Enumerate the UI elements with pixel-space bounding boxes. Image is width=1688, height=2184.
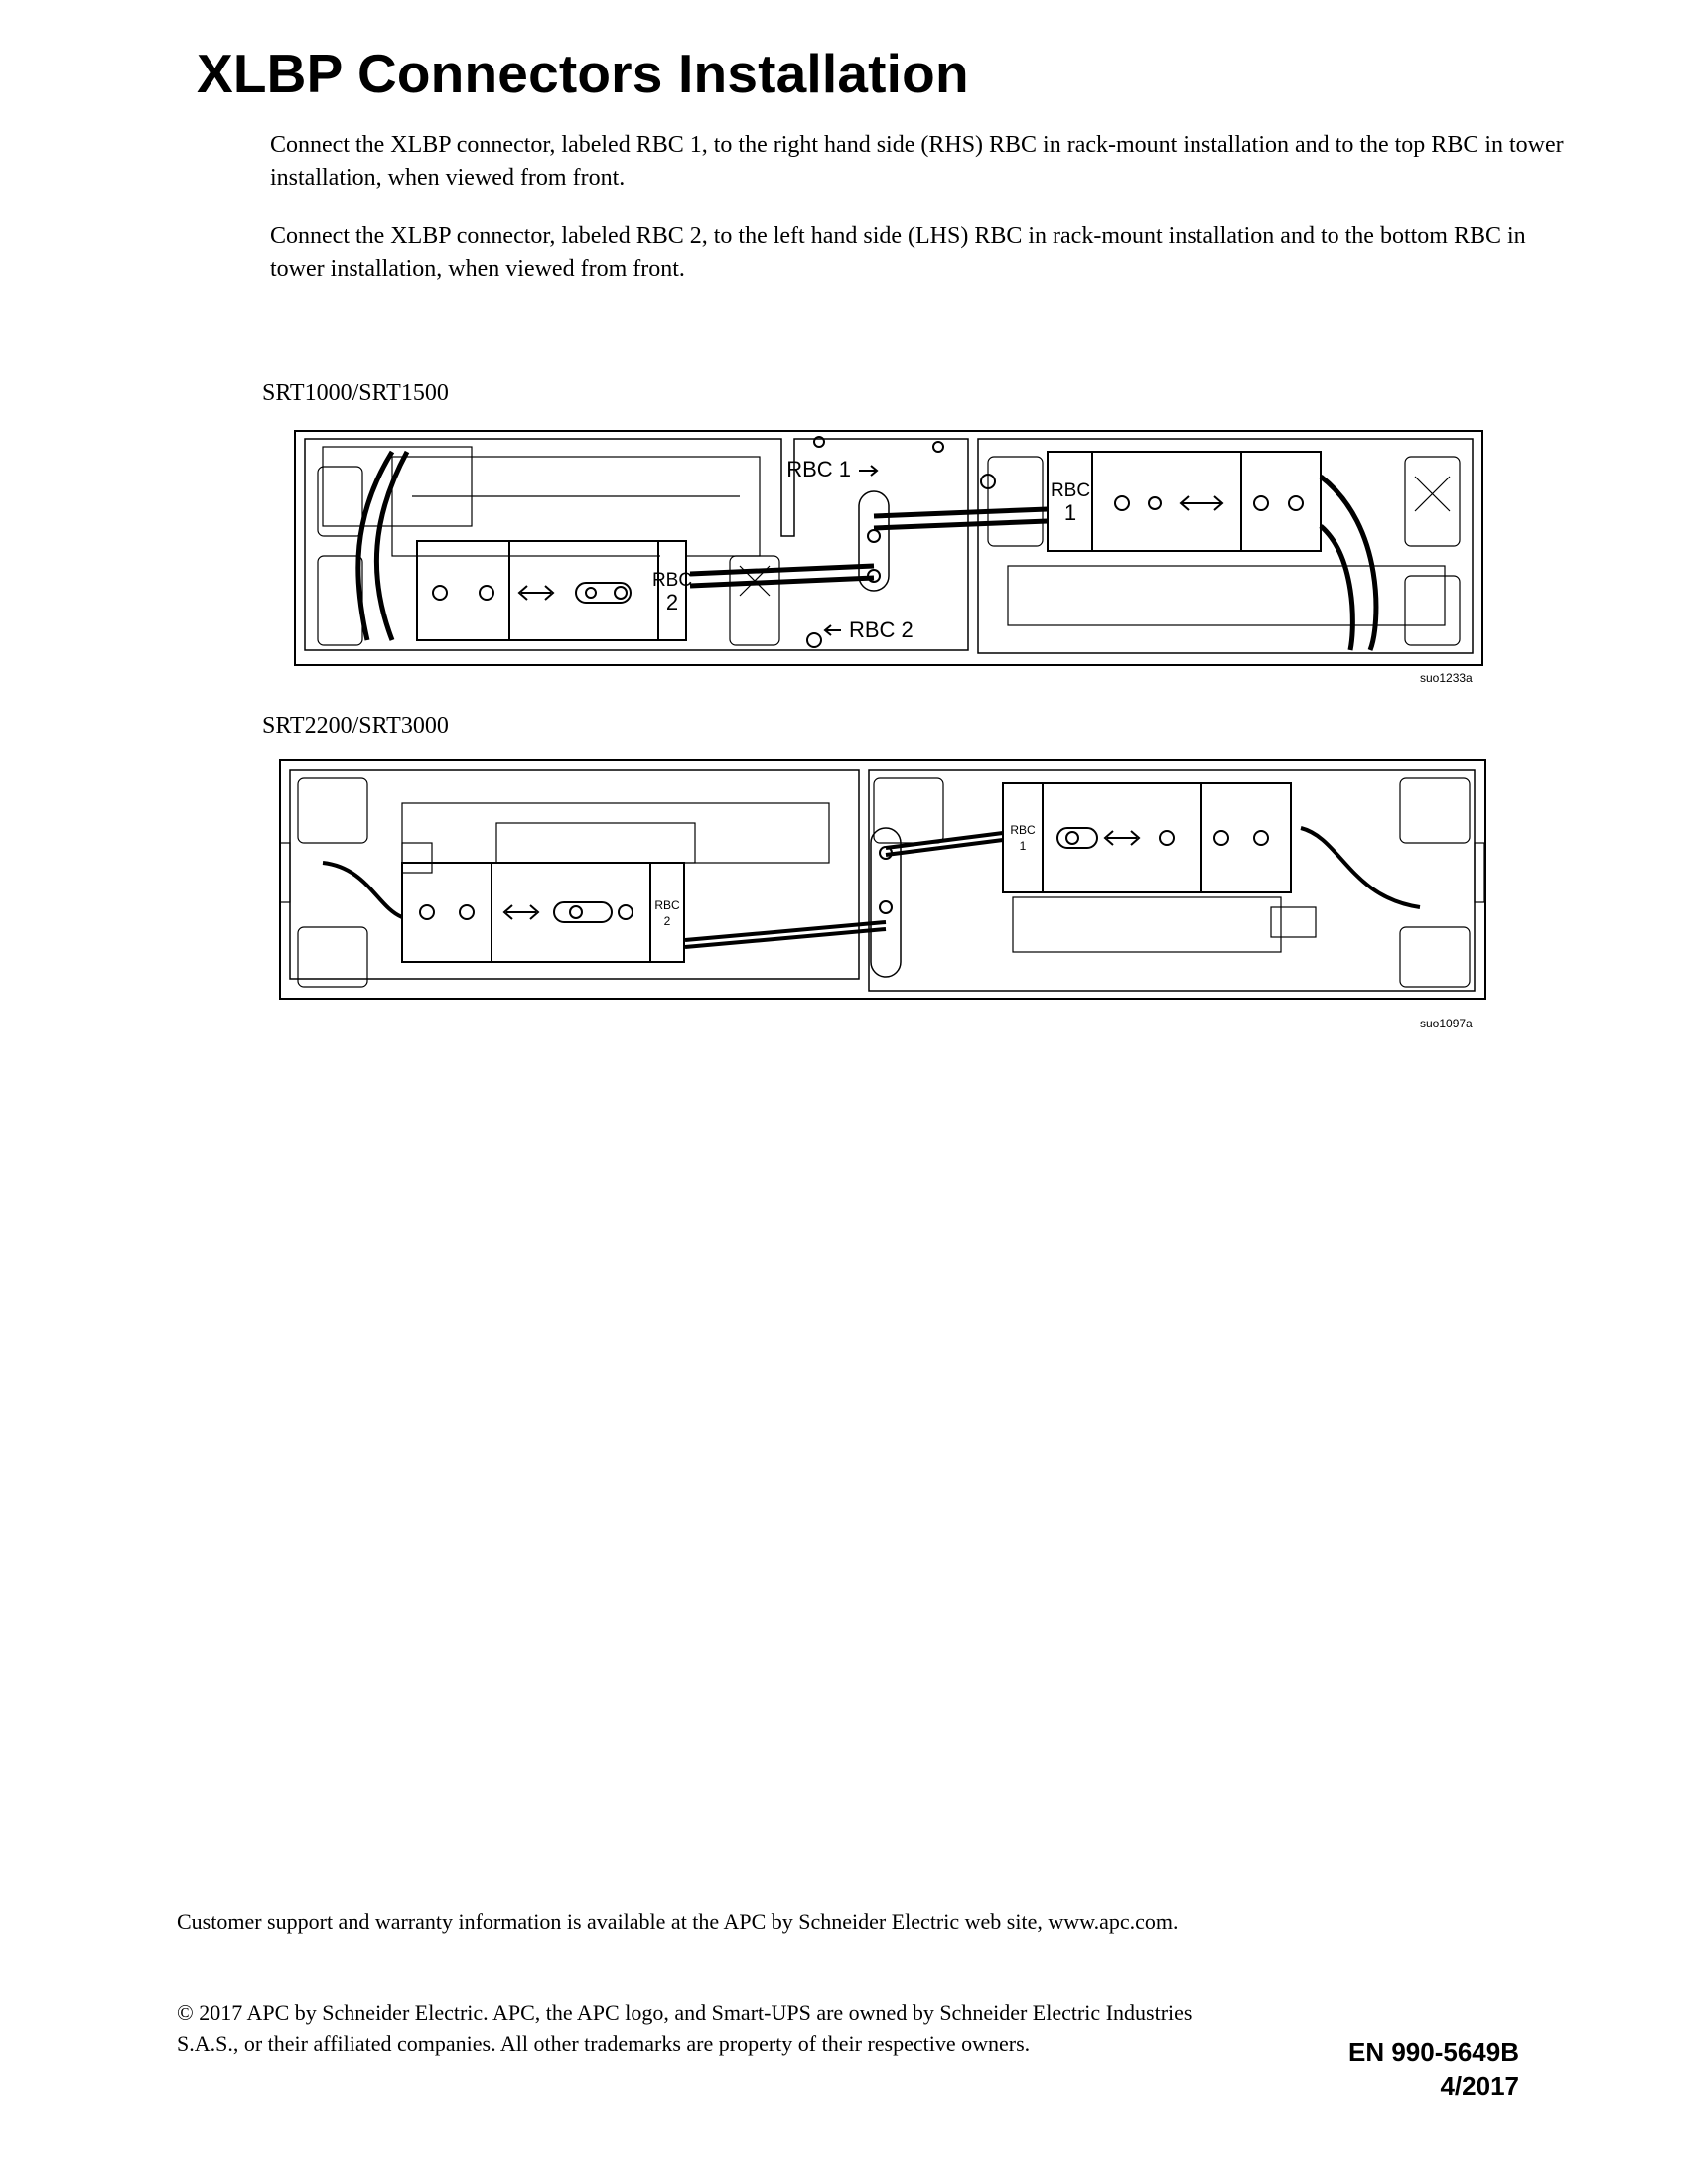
paragraph-rbc2: Connect the XLBP connector, labeled RBC 2, to the left hand side (LHS) RBC in rack-mount installation and to the bottom RBC in tower installation, when viewed from front. [270, 223, 1526, 282]
fig1-rbc2-line1: RBC [651, 570, 693, 591]
figure2-code: suo1097a [1420, 1017, 1473, 1030]
fig2-rbc2-line2: 2 [663, 914, 671, 928]
figure1-diagram [293, 427, 1484, 670]
figure1-code: suo1233a [1420, 671, 1473, 685]
fig2-rbc2-line1: RBC [654, 898, 680, 912]
figure1-label: SRT1000/SRT1500 [262, 380, 449, 406]
fig1-rbc1-line2: 1 [1063, 500, 1077, 525]
page-title: XLBP Connectors Installation [197, 43, 969, 104]
doc-number: EN 990-5649B [1348, 2037, 1519, 2067]
fig2-rbc1-line1: RBC [1010, 823, 1036, 837]
callout-rbc1: RBC 1 [786, 457, 851, 481]
fig1-rbc1-line1: RBC [1050, 480, 1091, 501]
footer-copyright: © 2017 APC by Schneider Electric. APC, the APC logo, and Smart-UPS are owned by Schneider Electric Industries S.A.S., or their affiliated companies. All other trademarks are property of their respective owners. [177, 2000, 1193, 2056]
callout-rbc2: RBC 2 [849, 617, 914, 642]
figure2-label: SRT2200/SRT3000 [262, 713, 449, 739]
fig2-rbc1-line2: 1 [1019, 839, 1027, 853]
figure2-diagram [278, 758, 1489, 1007]
fig1-rbc2-line2: 2 [665, 590, 679, 614]
doc-date: 4/2017 [1440, 2071, 1519, 2101]
paragraph-rbc1: Connect the XLBP connector, labeled RBC 1, to the right hand side (RHS) RBC in rack-mount installation and to the top RBC in tower installation, when viewed from front. [270, 132, 1564, 191]
footer-support: Customer support and warranty information is available at the APC by Schneider Electric web site, www.apc.com. [177, 1909, 1179, 1934]
